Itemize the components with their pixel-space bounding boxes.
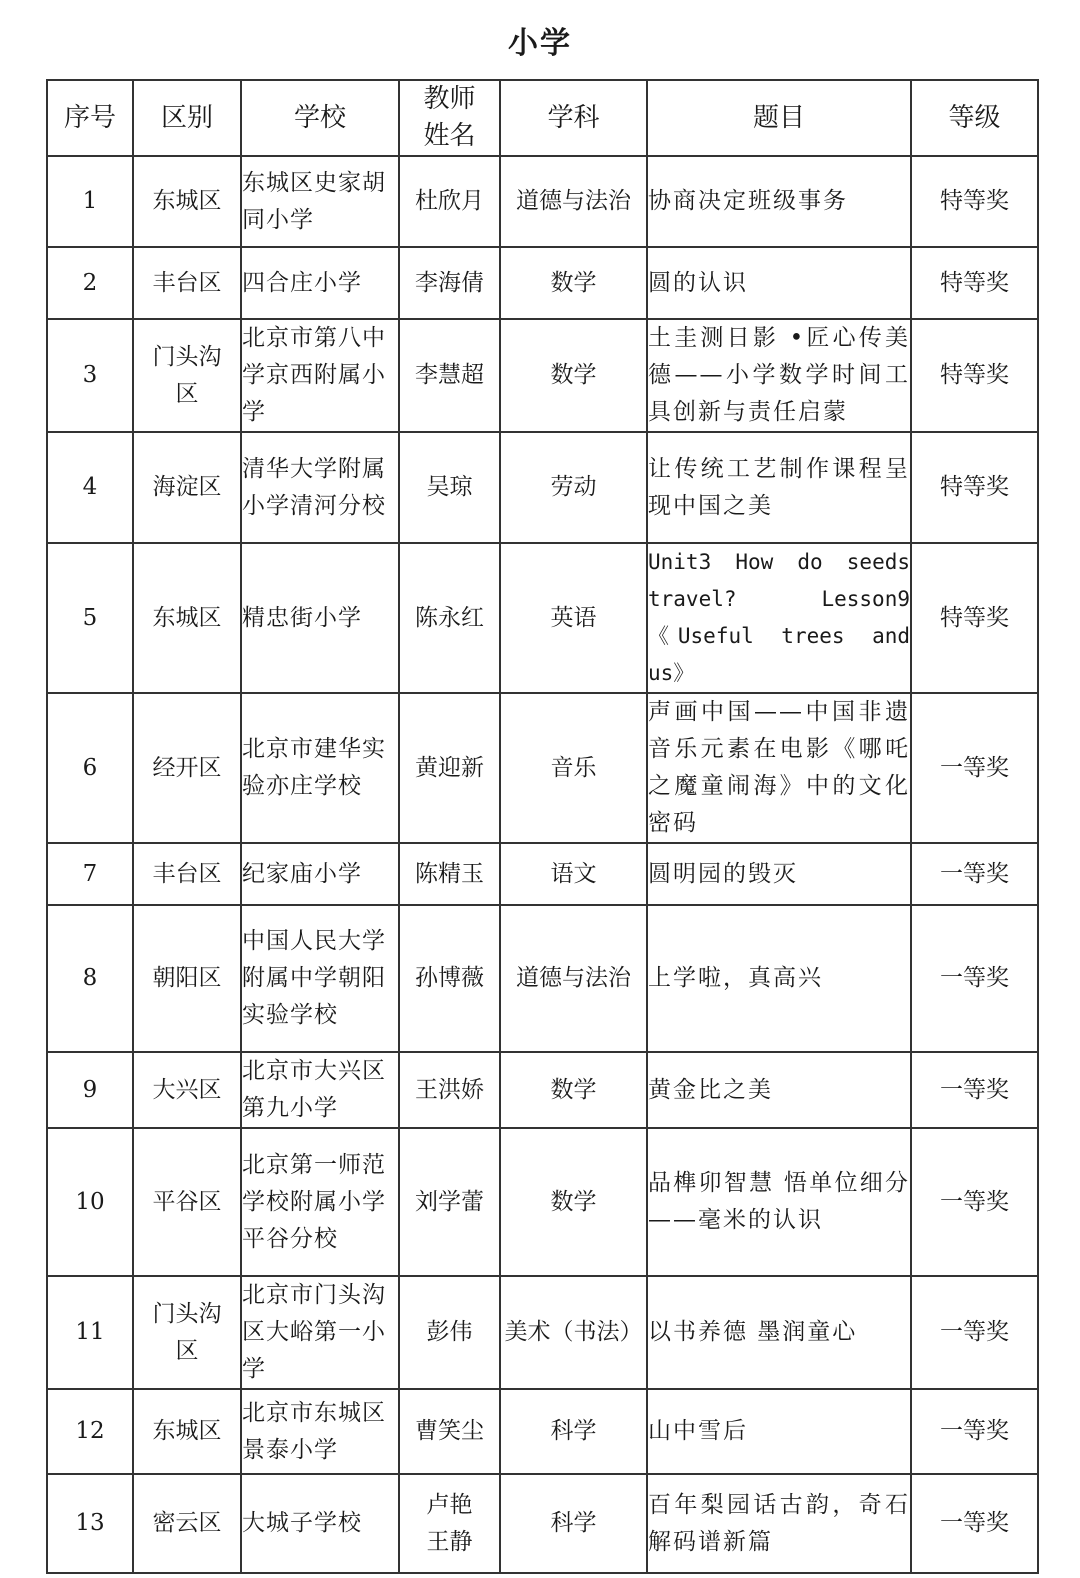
cell-subject: 数学 xyxy=(500,1052,647,1128)
cell-district: 海淀区 xyxy=(133,432,241,543)
cell-index: 3 xyxy=(47,319,133,432)
table-row xyxy=(47,432,1038,543)
cell-teacher: 李海倩 xyxy=(399,247,500,319)
table-header-row xyxy=(47,80,1038,156)
cell-subject: 英语 xyxy=(500,543,647,693)
cell-subject: 道德与法治 xyxy=(500,156,647,247)
cell-award: 一等奖 xyxy=(911,693,1038,843)
cell-subject: 道德与法治 xyxy=(500,905,647,1052)
cell-school: 大城子学校 xyxy=(241,1474,399,1573)
cell-district: 门头沟区 xyxy=(133,1276,241,1389)
cell-topic: 土圭测日影 •匠心传美德——小学数学时间工具创新与责任启蒙 xyxy=(647,319,911,432)
cell-award: 特等奖 xyxy=(911,247,1038,319)
cell-index: 4 xyxy=(47,432,133,543)
cell-index: 7 xyxy=(47,843,133,905)
cell-school: 北京市门头沟区大峪第一小学 xyxy=(241,1276,399,1389)
cell-district: 大兴区 xyxy=(133,1052,241,1128)
table-row xyxy=(47,156,1038,247)
cell-subject: 数学 xyxy=(500,1128,647,1276)
cell-index: 6 xyxy=(47,693,133,843)
cell-school: 东城区史家胡同小学 xyxy=(241,156,399,247)
cell-subject: 美术（书法） xyxy=(500,1276,647,1389)
cell-district: 丰台区 xyxy=(133,247,241,319)
table-row xyxy=(47,319,1038,432)
cell-topic: 让传统工艺制作课程呈现中国之美 xyxy=(647,432,911,543)
cell-topic: 上学啦，真高兴 xyxy=(647,905,911,1052)
cell-topic: 品榫卯智慧 悟单位细分——毫米的认识 xyxy=(647,1128,911,1276)
cell-district: 门头沟区 xyxy=(133,319,241,432)
cell-teacher: 吴琼 xyxy=(399,432,500,543)
cell-teacher: 孙博薇 xyxy=(399,905,500,1052)
cell-teacher: 卢艳 王静 xyxy=(399,1474,500,1573)
cell-school: 北京市东城区景泰小学 xyxy=(241,1389,399,1474)
cell-subject: 劳动 xyxy=(500,432,647,543)
table-row xyxy=(47,543,1038,693)
table-row xyxy=(47,1474,1038,1573)
cell-index: 10 xyxy=(47,1128,133,1276)
cell-award: 特等奖 xyxy=(911,543,1038,693)
cell-school: 精忠街小学 xyxy=(241,543,399,693)
cell-teacher: 曹笑尘 xyxy=(399,1389,500,1474)
cell-index: 13 xyxy=(47,1474,133,1573)
cell-district: 密云区 xyxy=(133,1474,241,1573)
cell-school: 北京市大兴区第九小学 xyxy=(241,1052,399,1128)
header-district: 区别 xyxy=(133,80,241,156)
cell-award: 一等奖 xyxy=(911,1474,1038,1573)
cell-topic: 圆明园的毁灭 xyxy=(647,843,911,905)
cell-school: 清华大学附属小学清河分校 xyxy=(241,432,399,543)
cell-award: 一等奖 xyxy=(911,1389,1038,1474)
header-subject: 学科 xyxy=(500,80,647,156)
cell-subject: 数学 xyxy=(500,319,647,432)
cell-district: 东城区 xyxy=(133,543,241,693)
cell-district: 东城区 xyxy=(133,1389,241,1474)
table-row xyxy=(47,1276,1038,1389)
cell-topic: 百年梨园话古韵，奇石解码谱新篇 xyxy=(647,1474,911,1573)
cell-topic: 圆的认识 xyxy=(647,247,911,319)
table-row xyxy=(47,843,1038,905)
cell-teacher: 陈永红 xyxy=(399,543,500,693)
cell-school: 中国人民大学附属中学朝阳实验学校 xyxy=(241,905,399,1052)
cell-district: 平谷区 xyxy=(133,1128,241,1276)
cell-award: 一等奖 xyxy=(911,1276,1038,1389)
cell-subject: 语文 xyxy=(500,843,647,905)
header-award: 等级 xyxy=(911,80,1038,156)
cell-school: 纪家庙小学 xyxy=(241,843,399,905)
cell-school: 北京市第八中学京西附属小学 xyxy=(241,319,399,432)
cell-topic: 黄金比之美 xyxy=(647,1052,911,1128)
header-index: 序号 xyxy=(47,80,133,156)
cell-index: 2 xyxy=(47,247,133,319)
cell-index: 12 xyxy=(47,1389,133,1474)
cell-subject: 数学 xyxy=(500,247,647,319)
cell-award: 特等奖 xyxy=(911,432,1038,543)
table-row xyxy=(47,1128,1038,1276)
table-row xyxy=(47,693,1038,843)
cell-teacher: 彭伟 xyxy=(399,1276,500,1389)
cell-teacher: 刘学蕾 xyxy=(399,1128,500,1276)
cell-index: 11 xyxy=(47,1276,133,1389)
table-row xyxy=(47,905,1038,1052)
cell-index: 9 xyxy=(47,1052,133,1128)
cell-award: 一等奖 xyxy=(911,1128,1038,1276)
cell-school: 四合庄小学 xyxy=(241,247,399,319)
header-topic: 题目 xyxy=(647,80,911,156)
cell-award: 一等奖 xyxy=(911,905,1038,1052)
cell-award: 一等奖 xyxy=(911,843,1038,905)
cell-teacher: 陈精玉 xyxy=(399,843,500,905)
cell-topic: 以书养德 墨润童心 xyxy=(647,1276,911,1389)
cell-award: 特等奖 xyxy=(911,156,1038,247)
cell-teacher: 杜欣月 xyxy=(399,156,500,247)
table-row xyxy=(47,247,1038,319)
cell-subject: 音乐 xyxy=(500,693,647,843)
cell-district: 经开区 xyxy=(133,693,241,843)
table-row xyxy=(47,1389,1038,1474)
cell-subject: 科学 xyxy=(500,1389,647,1474)
cell-topic: 山中雪后 xyxy=(647,1389,911,1474)
page-title: 小学 xyxy=(508,26,572,61)
cell-index: 8 xyxy=(47,905,133,1052)
cell-district: 东城区 xyxy=(133,156,241,247)
cell-school: 北京第一师范学校附属小学平谷分校 xyxy=(241,1128,399,1276)
cell-teacher: 黄迎新 xyxy=(399,693,500,843)
table-row xyxy=(47,1052,1038,1128)
cell-subject: 科学 xyxy=(500,1474,647,1573)
header-teacher: 教师姓名 xyxy=(399,80,500,156)
cell-school: 北京市建华实验亦庄学校 xyxy=(241,693,399,843)
cell-district: 丰台区 xyxy=(133,843,241,905)
cell-index: 1 xyxy=(47,156,133,247)
cell-teacher: 王洪娇 xyxy=(399,1052,500,1128)
cell-topic: Unit3 How do seeds travel? Lesson9 《Useful trees and us》 xyxy=(647,543,911,693)
cell-teacher: 李慧超 xyxy=(399,319,500,432)
cell-district: 朝阳区 xyxy=(133,905,241,1052)
awards-table xyxy=(46,79,1039,1574)
cell-award: 一等奖 xyxy=(911,1052,1038,1128)
cell-topic: 声画中国——中国非遗音乐元素在电影《哪吒之魔童闹海》中的文化密码 xyxy=(647,693,911,843)
cell-index: 5 xyxy=(47,543,133,693)
cell-topic: 协商决定班级事务 xyxy=(647,156,911,247)
cell-award: 特等奖 xyxy=(911,319,1038,432)
header-school: 学校 xyxy=(241,80,399,156)
